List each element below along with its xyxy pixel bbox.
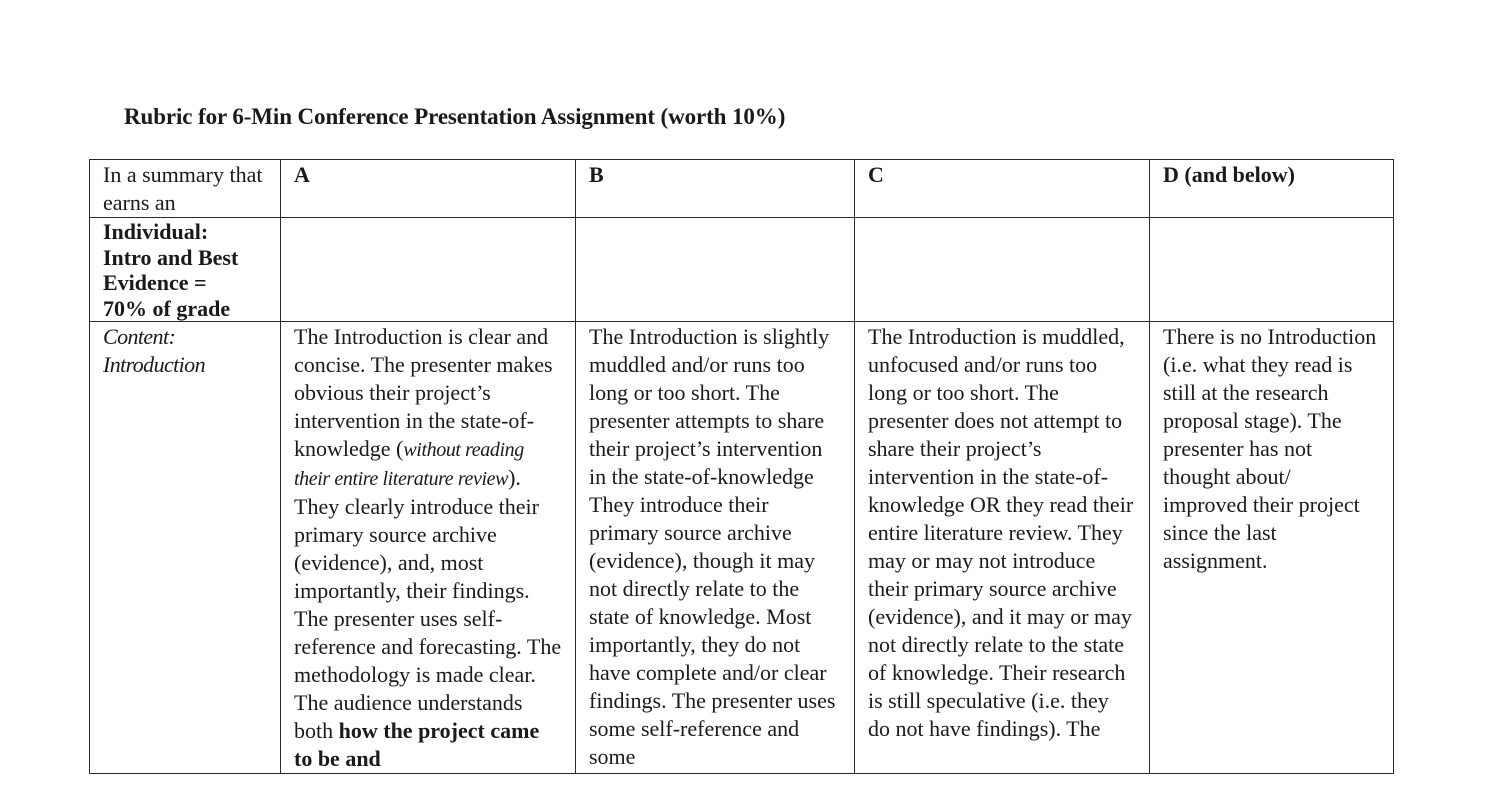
section-label-line: Intro and Best [103, 244, 239, 270]
section-cell-c [855, 218, 1150, 322]
page-title: Rubric for 6-Min Conference Presentation Assignment (worth 10%) [124, 104, 786, 129]
criterion-text: ). They clearly introduce their primary source archive (evidence), and, most importantly, their findings. The presenter uses self-reference and forecasting. The methodology is made clear. The audience understands both [294, 465, 562, 743]
criterion-text-bold: how the project came to be and [294, 718, 540, 771]
grade-header-a: A [281, 160, 576, 218]
criterion-label-line: Content: [103, 324, 176, 349]
criterion-cell-b: The Introduction is slightly muddled and/or runs too long or too short. The presenter attempts to share their project’s intervention in the state-of-knowledge They introduce their primary source archive (evidence), though it may not directly relate to the state of knowledge. Most importantly, they do not have complete and/or clear findings. The presenter uses some self-reference and some [576, 322, 855, 774]
header-label: In a summary that earns an [103, 162, 263, 215]
rubric-table [89, 159, 1394, 774]
criterion-text: The Introduction is clear and concise. The presenter makes obvious their project’s intervention in the state-of-knowledge ( [294, 324, 553, 461]
section-row [90, 218, 1394, 322]
criterion-cell-d: There is no Introduction (i.e. what they read is still at the research proposal stage). The presenter has not thought about/ improved their project since the last assignment. [1150, 322, 1394, 774]
section-cell-d [1150, 218, 1394, 322]
section-label-line: Evidence = [103, 270, 207, 295]
section-cell-a [281, 218, 576, 322]
header-row [90, 160, 1394, 218]
grade-header-c: C [855, 160, 1150, 218]
grade-header-d: D (and below) [1150, 160, 1394, 218]
section-cell-b [576, 218, 855, 322]
criterion-text-italic: without reading their entire literature review [294, 439, 524, 490]
criterion-label-line: Introduction [103, 352, 205, 377]
criterion-cell-a [281, 322, 576, 774]
section-label-line: 70% of grade [103, 295, 231, 321]
criterion-label-cell [90, 322, 281, 774]
criterion-cell-c: The Introduction is muddled, unfocused and/or runs too long or too short. The presenter does not attempt to share their project’s intervention in the state-of-knowledge OR they read their entire literature review. They may or may not introduce their primary source archive (evidence), and it may or may not directly relate to the state of knowledge. Their research is still speculative (i.e. they do not have findings). The [855, 322, 1150, 774]
grade-header-b: B [576, 160, 855, 218]
section-label-line: Individual: [103, 219, 209, 244]
header-label-cell [90, 160, 281, 218]
table-row-introduction [90, 322, 1394, 774]
section-label-cell [90, 218, 281, 322]
